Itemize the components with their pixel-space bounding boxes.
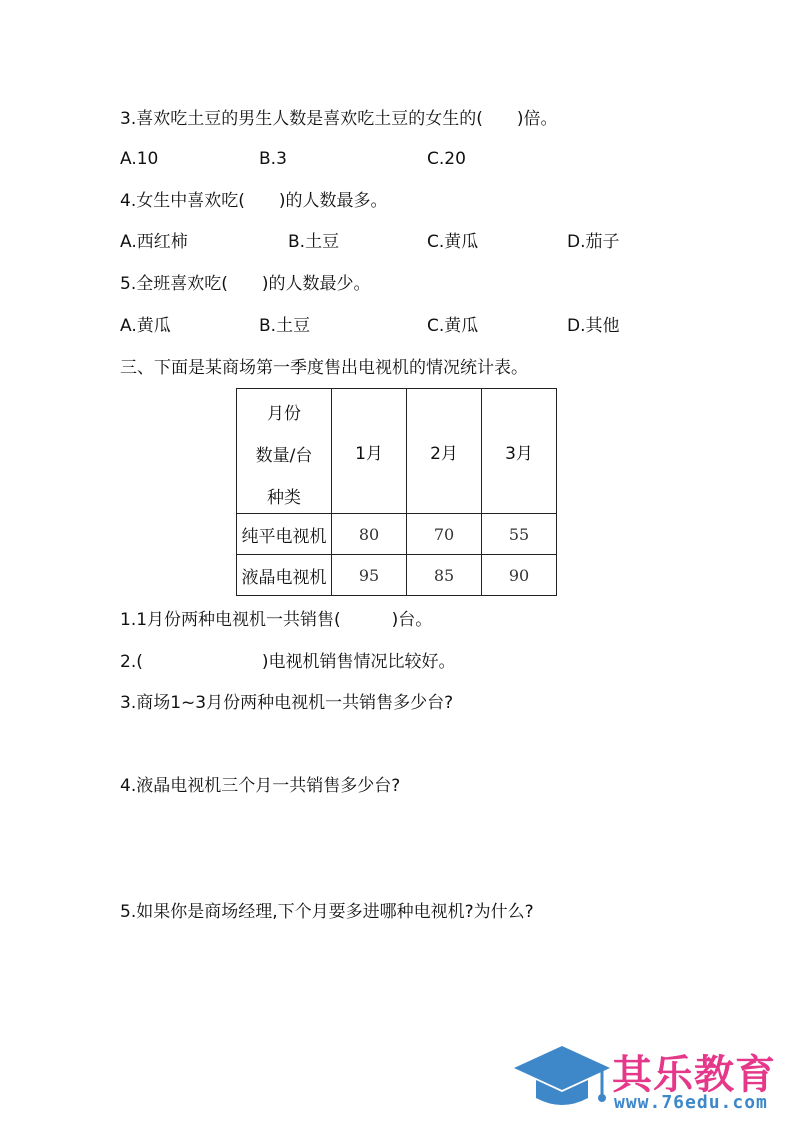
q3-option-a: A.10	[120, 149, 159, 169]
table-cell: 85	[407, 555, 482, 596]
section-3-title: 三、下面是某商场第一季度售出电视机的情况统计表。	[120, 358, 528, 378]
q4-option-b: B.土豆	[288, 232, 340, 252]
q3-option-b: B.3	[259, 149, 287, 169]
table-cell: 95	[332, 555, 407, 596]
q3-option-c: C.20	[427, 149, 466, 169]
q4-option-c: C.黄瓜	[427, 232, 479, 252]
month-2-header: 2月	[407, 389, 482, 514]
q5-option-d: D.其他	[567, 316, 620, 336]
q5-option-a: A.黄瓜	[120, 316, 171, 336]
follow-up-question-1: 1.1月份两种电视机一共销售( )台。	[120, 610, 433, 630]
tv-sales-table	[236, 388, 557, 596]
logo-name: 其乐教育	[612, 1052, 776, 1098]
follow-up-question-2: 2.( )电视机销售情况比较好。	[120, 652, 456, 672]
table-row	[237, 555, 557, 596]
q4-option-d: D.茄子	[567, 232, 620, 252]
month-3-header: 3月	[482, 389, 557, 514]
table-cell: 70	[407, 514, 482, 555]
table-cell: 90	[482, 555, 557, 596]
follow-up-question-4: 4.液晶电视机三个月一共销售多少台?	[120, 776, 401, 796]
question-3-text: 3.喜欢吃土豆的男生人数是喜欢吃土豆的女生的( )倍。	[120, 109, 558, 129]
header-month-label: 月份	[267, 404, 301, 424]
question-4-text: 4.女生中喜欢吃( )的人数最多。	[120, 191, 388, 211]
header-type-label: 种类	[267, 488, 301, 508]
follow-up-question-5: 5.如果你是商场经理,下个月要多进哪种电视机?为什么?	[120, 902, 534, 922]
diagonal-header-cell	[237, 389, 332, 514]
graduation-cap-icon	[510, 1040, 620, 1115]
month-1-header: 1月	[332, 389, 407, 514]
table-cell: 55	[482, 514, 557, 555]
logo-url: www.76edu.com	[614, 1092, 768, 1113]
table-header-row	[237, 389, 557, 514]
table-row	[237, 514, 557, 555]
question-5-text: 5.全班喜欢吃( )的人数最少。	[120, 274, 371, 294]
follow-up-question-3: 3.商场1~3月份两种电视机一共销售多少台?	[120, 693, 454, 713]
header-quantity-label: 数量/台	[255, 446, 313, 466]
q4-option-a: A.西红柿	[120, 232, 188, 252]
table-cell: 80	[332, 514, 407, 555]
q5-option-b: B.土豆	[259, 316, 311, 336]
row-label-flat-tv: 纯平电视机	[237, 514, 332, 555]
q5-option-c: C.黄瓜	[427, 316, 479, 336]
row-label-lcd-tv: 液晶电视机	[237, 555, 332, 596]
